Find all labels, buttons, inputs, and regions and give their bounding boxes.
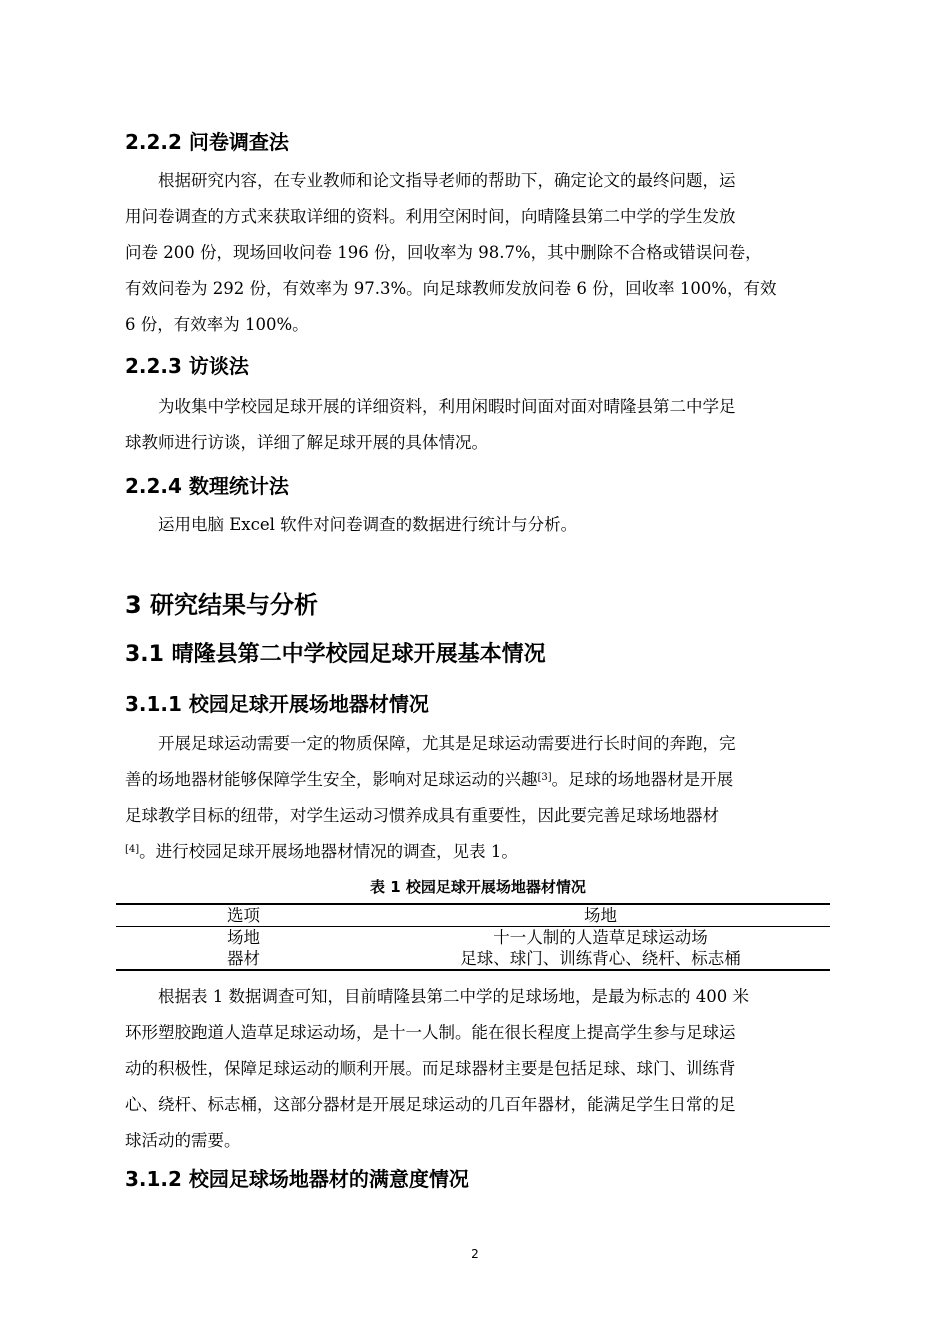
text-line: 足球教学目标的纽带，对学生运动习惯养成具有重要性，因此要完善足球场地器材 [125,806,719,825]
text-run: 。进行校园足球开展场地器材情况的调查，见表 1。 [139,842,518,861]
heading-3: 3 研究结果与分析 [125,591,319,619]
text-line: 运用电脑 Excel 软件对问卷调查的数据进行统计与分析。 [158,515,578,534]
text-line: 为收集中学校园足球开展的详细资料，利用闲暇时间面对面对晴隆县第二中学足 [158,397,736,416]
citation-ref: [3] [537,772,552,783]
text-line [125,834,831,870]
facilities-table [116,903,830,971]
table-header-row [116,905,830,926]
table-row [116,927,830,948]
text-line: 开展足球运动需要一定的物质保障，尤其是足球运动需要进行长时间的奔跑，完 [158,734,736,753]
table-header-cell: 场地 [584,906,617,925]
heading-3-1-1: 3.1.1 校园足球开展场地器材情况 [125,692,429,716]
text-line: 问卷 200 份，现场回收问卷 196 份，回收率为 98.7%，其中删除不合格或错误问卷， [125,243,762,262]
table-caption: 表 1 校园足球开展场地器材情况 [370,878,586,896]
table-bottom-rule [116,969,830,971]
paragraph-table-analysis [125,979,831,1159]
citation-ref: [4] [125,844,140,855]
text-line: 用问卷调查的方式来获取详细的资料。利用空闲时间，向晴隆县第二中学的学生发放 [125,207,736,226]
paragraph-statistics [125,507,831,543]
page-number: 2 [471,1247,479,1261]
heading-2-2-3: 2.2.3 访谈法 [125,354,249,378]
table-cell: 场地 [227,928,260,947]
text-line: 有效问卷为 292 份，有效率为 97.3%。向足球教师发放问卷 6 份，回收率 100%，有效 [125,279,777,298]
text-line: 6 份，有效率为 100%。 [125,315,309,334]
heading-3-1: 3.1 晴隆县第二中学校园足球开展基本情况 [125,642,546,667]
table-cell: 足球、球门、训练背心、绕杆、标志桶 [460,949,741,968]
text-line: 球活动的需要。 [125,1131,241,1150]
text-line [125,762,831,798]
text-line: 根据研究内容，在专业教师和论文指导老师的帮助下，确定论文的最终问题，运 [158,171,736,190]
text-line: 根据表 1 数据调查可知，目前晴隆县第二中学的足球场地，是最为标志的 400 米 [158,987,749,1006]
text-line: 动的积极性，保障足球运动的顺利开展。而足球器材主要是包括足球、球门、训练背 [125,1059,736,1078]
table-cell: 十一人制的人造草足球运动场 [493,928,708,947]
heading-2-2-4: 2.2.4 数理统计法 [125,474,289,498]
table-cell: 器材 [227,949,260,968]
paragraph-interview [125,389,831,461]
text-run: 。足球的场地器材是开展 [551,770,734,789]
text-line: 球教师进行访谈，详细了解足球开展的具体情况。 [125,433,488,452]
paragraph-facilities [125,726,831,870]
table-row [116,948,830,969]
heading-3-1-2: 3.1.2 校园足球场地器材的满意度情况 [125,1167,469,1191]
heading-2-2-2: 2.2.2 问卷调查法 [125,130,289,154]
text-run: 善的场地器材能够保障学生安全，影响对足球运动的兴趣 [125,770,538,789]
paragraph-questionnaire [125,163,831,343]
table-header-cell: 选项 [227,906,260,925]
text-line: 环形塑胶跑道人造草足球运动场，是十一人制。能在很长程度上提高学生参与足球运 [125,1023,736,1042]
text-line: 心、绕杆、标志桶，这部分器材是开展足球运动的几百年器材，能满足学生日常的足 [125,1095,736,1114]
